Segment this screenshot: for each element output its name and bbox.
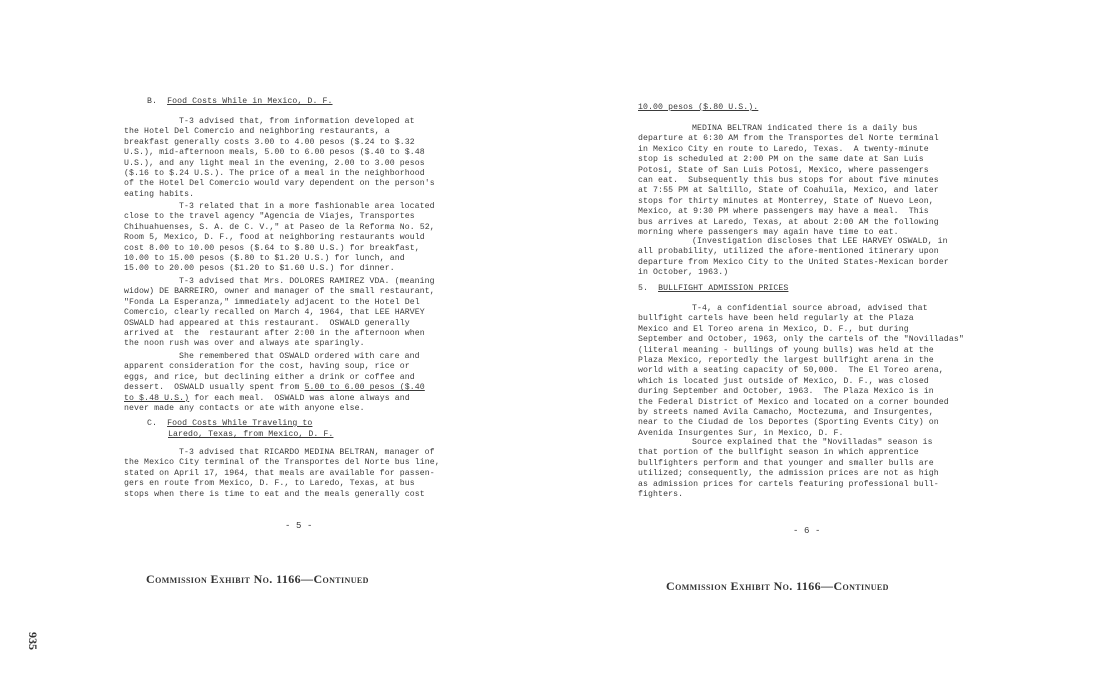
section-b-paragraph-1: T-3 advised that, from information developed at the Hotel Del Comercio and neighboring restaurants, a breakfast generally costs 3.00 to 4.00 pesos ($.24 to $.32 U.S.), mid-afternoon meals, 5.00 to 6.00 pesos ($.40 to $.48 U.S.), and any light meal in the evening, 2.00 to 3.00 pesos ($.16 to $.24 U.S.). The price of a meal in the neighborhood of the Hotel Del Comercio would vary dependent on the person's eating habits.	[124, 117, 435, 199]
section-b-paragraph-4: She remembered that OSWALD ordered with care and apparent consideration for the cost, having soup, rice or eggs, and rice, but declining either a drink or coffee and dessert. OSWALD usually spent from 5.00 to 6.00 pesos ($.40 to $.48 U.S.) for each meal. OSWALD was alone always and never made any contacts or ate with anyone else.	[124, 352, 425, 414]
section-5-heading	[638, 284, 788, 294]
exhibit-caption-left: Commission Exhibit No. 1166—Continued	[146, 572, 369, 586]
bus-itinerary-paragraph: MEDINA BELTRAN indicated there is a daily bus departure at 6:30 AM from the Transportes del Norte terminal in Mexico City en route to Laredo, Texas. A twenty-minute stop is scheduled at 2:00 PM on the same date at San Luis Potosi, State of San Luis Potosi, Mexico, where passengers can eat. Subsequently this bus stops for about five minutes at 7:55 PM at Saltillo, State of Coahuila, Mexico, and later stops for thirty minutes at Monterrey, State of Nuevo Leon, Mexico, at 9:30 PM where passengers may have a meal. This bus arrives at Laredo, Texas, at about 2:00 AM the following morning where passengers may again have time to eat.	[638, 124, 939, 238]
section-5-paragraph-1: T-4, a confidential source abroad, advised that bullfight cartels have been held regularly at the Plaza Mexico and El Toreo arena in Mexico, D. F., but during September and October, 1963, only the cartels of the "Novilladas" (literal meaning - bullings of young bulls) was held at the Plaza Mexico, reportedly the largest bullfight arena in the world with a seating capacity of 50,000. The El Toreo arena, which is located just outside of Mexico, D. F., was closed during September and October, 1963. The Plaza Mexico is in the Federal District of Mexico and located on a corner bounded by streets named Avila Camacho, Moctezuma, and Insurgentes, near to the Ciudad de los Deportes (Sporting Events City) on Avenida Insurgentes Sur, in Mexico, D. F.	[638, 304, 964, 438]
section-b-title: Food Costs While in Mexico, D. F.	[167, 97, 333, 106]
volume-page-number: 935	[26, 632, 40, 650]
section-c-heading	[147, 419, 312, 429]
section-c-title-line2: Laredo, Texas, from Mexico, D. F.	[168, 430, 334, 439]
meal-cost-underlined: 5.00 to 6.00 pesos ($.40 to $.48 U.S.)	[124, 383, 425, 403]
page-number-5: - 5 -	[285, 521, 313, 531]
section-5-label: 5.	[638, 284, 649, 293]
section-c-title-line1: Food Costs While Traveling to	[167, 419, 313, 428]
section-5-paragraph-2: Source explained that the "Novilladas" season is that portion of the bullfight season in which apprentice bullfighters perform and that younger and smaller bulls are utilized; consequently, the admission prices are not as high as admission prices for cartels featuring professional bull- fighters.	[638, 438, 939, 500]
investigation-note-paragraph: (Investigation discloses that LEE HARVEY OSWALD, in all probability, utilized the afore-mentioned itinerary upon departure from Mexico City to the United States-Mexican border in October, 1963.)	[638, 237, 949, 278]
section-c-paragraph-1: T-3 advised that RICARDO MEDINA BELTRAN, manager of the Mexico City terminal of the Transportes del Norte bus line, stated on April 17, 1964, that meals are available for passen- gers en route from Mexico, D. F., to Laredo, Texas, at bus stops when there is time to eat and the meals generally cost	[124, 448, 440, 499]
exhibit-caption-right: Commission Exhibit No. 1166—Continued	[666, 579, 889, 593]
section-b-paragraph-3: T-3 advised that Mrs. DOLORES RAMIREZ VDA. (meaning widow) DE BARREIRO, owner and manager of the small restaurant, "Fonda La Esperanza," immediately adjacent to the Hotel Del Comercio, clearly recalled on March 4, 1964, that LEE HARVEY OSWALD had appeared at this restaurant. OSWALD generally arrived at the restaurant after 2:00 in the afternoon when the noon rush was over and always ate sparingly.	[124, 277, 435, 349]
section-b-label: B.	[147, 97, 158, 106]
right-page	[560, 0, 1094, 691]
continued-line: 10.00 pesos ($.80 U.S.).	[638, 103, 759, 112]
section-b-paragraph-2: T-3 related that in a more fashionable area located close to the travel agency "Agencia de Viajes, Transportes Chihuahuenses, S. A. de C. V.," at Paseo de la Reforma No. 52, Room 5, Mexico, D. F., food at neighboring restaurants would cost 8.00 to 10.00 pesos ($.64 to $.80 U.S.) for breakfast, 10.00 to 15.00 pesos ($.80 to $1.20 U.S.) for lunch, and 15.00 to 20.00 pesos ($1.20 to $1.60 U.S.) for dinner.	[124, 202, 435, 274]
section-c-label: C.	[147, 419, 158, 428]
page-number-6: - 6 -	[793, 526, 821, 536]
section-b-heading	[147, 97, 333, 107]
section-5-title: BULLFIGHT ADMISSION PRICES	[658, 284, 789, 293]
